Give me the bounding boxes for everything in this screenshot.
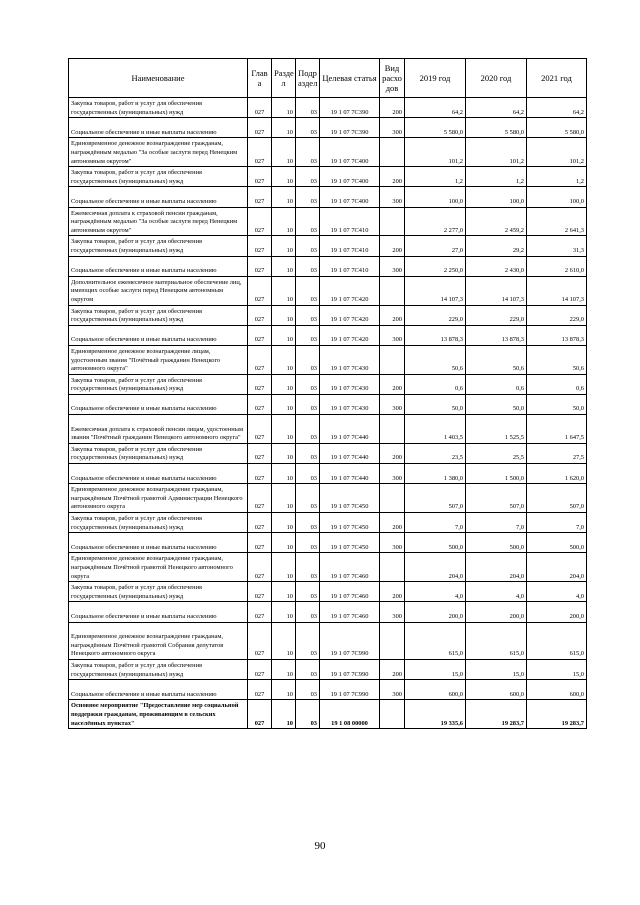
row-expense-type: 300	[380, 464, 405, 484]
row-value-2020: 7,0	[466, 513, 527, 533]
row-value-2021: 19 283,7	[527, 700, 587, 729]
row-value-2021: 13 878,3	[527, 325, 587, 345]
row-value-2019: 14 107,3	[405, 276, 466, 305]
row-section: 10	[272, 582, 296, 602]
row-value-2019: 1,2	[405, 167, 466, 187]
row-name: Дополнительное ежемесячное материальное обеспечение лиц, имеющих особые заслуги перед Ненецким автономным округом	[69, 276, 248, 305]
table-row	[69, 305, 587, 325]
row-section: 10	[272, 276, 296, 305]
row-chapter: 027	[248, 582, 272, 602]
row-chapter: 027	[248, 700, 272, 729]
row-subsection: 03	[296, 394, 320, 414]
row-subsection: 03	[296, 464, 320, 484]
row-value-2019: 23,5	[405, 443, 466, 463]
row-value-2021: 100,0	[527, 187, 587, 207]
row-target-article: 19 1 07 7С990	[320, 680, 380, 700]
row-section: 10	[272, 394, 296, 414]
header-2021: 2021 год	[527, 59, 587, 98]
row-value-2021: 200,0	[527, 602, 587, 622]
row-value-2019: 7,0	[405, 513, 466, 533]
row-name: Социальное обеспечение и иные выплаты населению	[69, 464, 248, 484]
row-subsection: 03	[296, 443, 320, 463]
row-value-2020: 15,0	[466, 659, 527, 679]
row-target-article: 19 1 08 00000	[320, 700, 380, 729]
row-value-2020: 2 430,0	[466, 256, 527, 276]
row-value-2021: 31,3	[527, 236, 587, 256]
table-body	[69, 98, 587, 729]
row-expense-type	[380, 276, 405, 305]
row-expense-type: 300	[380, 394, 405, 414]
row-section: 10	[272, 98, 296, 118]
row-subsection: 03	[296, 622, 320, 659]
header-section: Разде л	[272, 59, 296, 98]
row-target-article: 19 1 07 7С420	[320, 305, 380, 325]
header-target-article: Целевая статья	[320, 59, 380, 98]
budget-table	[68, 58, 587, 729]
row-section: 10	[272, 533, 296, 553]
row-chapter: 027	[248, 394, 272, 414]
row-subsection: 03	[296, 374, 320, 394]
row-name: Закупка товаров, работ и услуг для обеспечения государственных (муниципальных) нужд	[69, 98, 248, 118]
row-name: Социальное обеспечение и иные выплаты населению	[69, 325, 248, 345]
row-value-2021: 615,0	[527, 622, 587, 659]
row-subsection: 03	[296, 533, 320, 553]
row-expense-type: 200	[380, 305, 405, 325]
row-chapter: 027	[248, 167, 272, 187]
row-chapter: 027	[248, 207, 272, 236]
row-name: Закупка товаров, работ и услуг для обеспечения государственных (муниципальных) нужд	[69, 167, 248, 187]
row-expense-type: 200	[380, 582, 405, 602]
row-expense-type: 200	[380, 659, 405, 679]
row-subsection: 03	[296, 659, 320, 679]
row-chapter: 027	[248, 513, 272, 533]
row-name: Социальное обеспечение и иные выплаты населению	[69, 533, 248, 553]
table-row	[69, 207, 587, 236]
row-section: 10	[272, 207, 296, 236]
table-row	[69, 415, 587, 444]
row-name: Социальное обеспечение и иные выплаты населению	[69, 256, 248, 276]
row-section: 10	[272, 622, 296, 659]
row-chapter: 027	[248, 187, 272, 207]
row-value-2019: 64,2	[405, 98, 466, 118]
row-expense-type	[380, 415, 405, 444]
table-row	[69, 118, 587, 138]
row-value-2020: 19 283,7	[466, 700, 527, 729]
row-value-2021: 1 647,5	[527, 415, 587, 444]
row-value-2019: 19 335,6	[405, 700, 466, 729]
row-section: 10	[272, 236, 296, 256]
row-target-article: 19 1 07 7С400	[320, 167, 380, 187]
row-value-2021: 27,5	[527, 443, 587, 463]
row-expense-type: 200	[380, 443, 405, 463]
row-value-2019: 50,6	[405, 345, 466, 374]
header-chapter: Глав а	[248, 59, 272, 98]
row-name: Закупка товаров, работ и услуг для обеспечения государственных (муниципальных) нужд	[69, 659, 248, 679]
row-value-2020: 600,0	[466, 680, 527, 700]
row-target-article: 19 1 07 7С410	[320, 207, 380, 236]
row-value-2019: 615,0	[405, 622, 466, 659]
row-subsection: 03	[296, 602, 320, 622]
row-section: 10	[272, 464, 296, 484]
row-subsection: 03	[296, 582, 320, 602]
row-chapter: 027	[248, 659, 272, 679]
table-row	[69, 680, 587, 700]
header-2020: 2020 год	[466, 59, 527, 98]
row-value-2021: 14 107,3	[527, 276, 587, 305]
row-chapter: 027	[248, 602, 272, 622]
row-target-article: 19 1 07 7С390	[320, 98, 380, 118]
row-target-article: 19 1 07 7С420	[320, 325, 380, 345]
row-chapter: 027	[248, 325, 272, 345]
row-subsection: 03	[296, 325, 320, 345]
row-chapter: 027	[248, 415, 272, 444]
row-target-article: 19 1 07 7С450	[320, 484, 380, 513]
header-name: Наименование	[69, 59, 248, 98]
row-subsection: 03	[296, 305, 320, 325]
row-expense-type	[380, 345, 405, 374]
row-value-2020: 507,0	[466, 484, 527, 513]
row-section: 10	[272, 305, 296, 325]
row-value-2019: 507,0	[405, 484, 466, 513]
row-chapter: 027	[248, 533, 272, 553]
row-value-2021: 229,0	[527, 305, 587, 325]
row-subsection: 03	[296, 700, 320, 729]
row-value-2021: 64,2	[527, 98, 587, 118]
row-name: Закупка товаров, работ и услуг для обеспечения государственных (муниципальных) нужд	[69, 305, 248, 325]
table-header-row	[69, 59, 587, 98]
row-value-2019: 0,6	[405, 374, 466, 394]
row-value-2020: 13 878,3	[466, 325, 527, 345]
row-value-2020: 50,6	[466, 345, 527, 374]
row-value-2020: 229,0	[466, 305, 527, 325]
table-row	[69, 484, 587, 513]
row-value-2019: 500,0	[405, 533, 466, 553]
row-expense-type: 200	[380, 98, 405, 118]
row-expense-type: 300	[380, 325, 405, 345]
table-row	[69, 582, 587, 602]
row-chapter: 027	[248, 256, 272, 276]
row-subsection: 03	[296, 138, 320, 167]
row-value-2019: 101,2	[405, 138, 466, 167]
row-chapter: 027	[248, 345, 272, 374]
row-expense-type: 200	[380, 167, 405, 187]
table-row	[69, 345, 587, 374]
row-target-article: 19 1 07 7С400	[320, 187, 380, 207]
row-value-2021: 1 620,0	[527, 464, 587, 484]
row-section: 10	[272, 325, 296, 345]
row-expense-type: 300	[380, 533, 405, 553]
row-name: Ежемесячная доплата к страховой пенсии гражданам, награждённым медалью "За особые заслуги перед Ненецким автономным округом"	[69, 207, 248, 236]
row-name: Единовременное денежное вознаграждение гражданам, награждённым Почётной грамотой Администрации Ненецкого автономного округа	[69, 484, 248, 513]
row-section: 10	[272, 484, 296, 513]
row-expense-type: 300	[380, 680, 405, 700]
row-expense-type	[380, 700, 405, 729]
row-value-2021: 2 610,0	[527, 256, 587, 276]
row-value-2020: 29,2	[466, 236, 527, 256]
table-row	[69, 533, 587, 553]
row-value-2021: 7,0	[527, 513, 587, 533]
row-chapter: 027	[248, 118, 272, 138]
row-subsection: 03	[296, 256, 320, 276]
row-value-2021: 101,2	[527, 138, 587, 167]
row-chapter: 027	[248, 374, 272, 394]
row-value-2019: 200,0	[405, 602, 466, 622]
row-chapter: 027	[248, 276, 272, 305]
row-section: 10	[272, 256, 296, 276]
row-value-2019: 4,0	[405, 582, 466, 602]
header-2019: 2019 год	[405, 59, 466, 98]
row-subsection: 03	[296, 187, 320, 207]
row-value-2020: 50,0	[466, 394, 527, 414]
table-row	[69, 167, 587, 187]
row-value-2019: 50,0	[405, 394, 466, 414]
row-value-2020: 101,2	[466, 138, 527, 167]
row-expense-type: 300	[380, 256, 405, 276]
budget-table-container	[68, 58, 586, 729]
row-value-2021: 4,0	[527, 582, 587, 602]
row-value-2019: 100,0	[405, 187, 466, 207]
row-value-2019: 229,0	[405, 305, 466, 325]
row-section: 10	[272, 700, 296, 729]
row-value-2019: 27,0	[405, 236, 466, 256]
row-value-2021: 1,2	[527, 167, 587, 187]
row-subsection: 03	[296, 553, 320, 582]
row-section: 10	[272, 513, 296, 533]
row-value-2020: 25,5	[466, 443, 527, 463]
row-target-article: 19 1 07 7С430	[320, 374, 380, 394]
row-section: 10	[272, 415, 296, 444]
row-expense-type	[380, 138, 405, 167]
row-value-2019: 204,0	[405, 553, 466, 582]
row-expense-type: 300	[380, 118, 405, 138]
table-row	[69, 98, 587, 118]
row-target-article: 19 1 07 7С440	[320, 443, 380, 463]
row-value-2020: 14 107,3	[466, 276, 527, 305]
row-expense-type: 200	[380, 236, 405, 256]
row-target-article: 19 1 07 7С460	[320, 582, 380, 602]
row-section: 10	[272, 345, 296, 374]
row-value-2020: 200,0	[466, 602, 527, 622]
row-name: Закупка товаров, работ и услуг для обеспечения государственных (муниципальных) нужд	[69, 582, 248, 602]
row-name: Единовременное денежное вознаграждение гражданам, награждённым Почётной грамотой Ненецкого автономного округа	[69, 553, 248, 582]
row-expense-type	[380, 553, 405, 582]
row-name: Закупка товаров, работ и услуг для обеспечения государственных (муниципальных) нужд	[69, 236, 248, 256]
row-name: Основное мероприятие "Предоставление мер социальной поддержки гражданам, проживающим в сельских населённых пунктах"	[69, 700, 248, 729]
row-value-2021: 507,0	[527, 484, 587, 513]
row-value-2019: 1 403,5	[405, 415, 466, 444]
row-target-article: 19 1 07 7С410	[320, 256, 380, 276]
row-subsection: 03	[296, 484, 320, 513]
table-row	[69, 553, 587, 582]
row-section: 10	[272, 187, 296, 207]
row-target-article: 19 1 07 7С990	[320, 622, 380, 659]
table-row	[69, 622, 587, 659]
row-chapter: 027	[248, 443, 272, 463]
row-value-2020: 1,2	[466, 167, 527, 187]
row-value-2019: 600,0	[405, 680, 466, 700]
row-value-2019: 2 250,0	[405, 256, 466, 276]
table-row	[69, 325, 587, 345]
row-target-article: 19 1 07 7С410	[320, 236, 380, 256]
row-target-article: 19 1 07 7С390	[320, 118, 380, 138]
row-expense-type	[380, 207, 405, 236]
row-chapter: 027	[248, 138, 272, 167]
row-value-2019: 5 580,0	[405, 118, 466, 138]
row-target-article: 19 1 07 7С430	[320, 345, 380, 374]
row-name: Ежемесячная доплата к страховой пенсии лицам, удостоенным звания "Почётный гражданин Ненецкого автономного округа"	[69, 415, 248, 444]
table-row	[69, 236, 587, 256]
row-value-2021: 500,0	[527, 533, 587, 553]
row-expense-type	[380, 622, 405, 659]
row-value-2021: 5 580,0	[527, 118, 587, 138]
header-expense-type: Вид расхо дов	[380, 59, 405, 98]
row-subsection: 03	[296, 207, 320, 236]
row-subsection: 03	[296, 167, 320, 187]
row-section: 10	[272, 553, 296, 582]
row-value-2020: 1 525,5	[466, 415, 527, 444]
row-name: Закупка товаров, работ и услуг для обеспечения государственных (муниципальных) нужд	[69, 443, 248, 463]
row-value-2021: 50,6	[527, 345, 587, 374]
row-subsection: 03	[296, 415, 320, 444]
row-value-2019: 2 277,0	[405, 207, 466, 236]
row-target-article: 19 1 07 7С440	[320, 464, 380, 484]
row-chapter: 027	[248, 484, 272, 513]
row-value-2020: 204,0	[466, 553, 527, 582]
row-section: 10	[272, 138, 296, 167]
row-expense-type: 200	[380, 374, 405, 394]
row-subsection: 03	[296, 276, 320, 305]
row-name: Социальное обеспечение и иные выплаты населению	[69, 118, 248, 138]
row-subsection: 03	[296, 680, 320, 700]
row-section: 10	[272, 443, 296, 463]
row-target-article: 19 1 07 7С990	[320, 659, 380, 679]
row-target-article: 19 1 07 7С440	[320, 415, 380, 444]
row-value-2020: 0,6	[466, 374, 527, 394]
row-target-article: 19 1 07 7С450	[320, 513, 380, 533]
row-expense-type: 300	[380, 602, 405, 622]
row-value-2020: 2 459,2	[466, 207, 527, 236]
row-section: 10	[272, 374, 296, 394]
row-chapter: 027	[248, 553, 272, 582]
row-name: Единовременное денежное вознаграждение лицам, удостоенным звания "Почётный гражданин Ненецкого автономного округа"	[69, 345, 248, 374]
row-target-article: 19 1 07 7С400	[320, 138, 380, 167]
row-target-article: 19 1 07 7С420	[320, 276, 380, 305]
row-chapter: 027	[248, 305, 272, 325]
table-row	[69, 464, 587, 484]
row-section: 10	[272, 167, 296, 187]
row-value-2020: 615,0	[466, 622, 527, 659]
row-section: 10	[272, 680, 296, 700]
row-target-article: 19 1 07 7С430	[320, 394, 380, 414]
row-chapter: 027	[248, 680, 272, 700]
row-target-article: 19 1 07 7С450	[320, 533, 380, 553]
header-subsection: Подр аздел	[296, 59, 320, 98]
row-name: Единовременное денежное вознаграждение гражданам, награждённым Почётной грамотой Собрания депутатов Ненецкого автономного округа	[69, 622, 248, 659]
row-subsection: 03	[296, 345, 320, 374]
row-name: Закупка товаров, работ и услуг для обеспечения государственных (муниципальных) нужд	[69, 513, 248, 533]
row-value-2021: 600,0	[527, 680, 587, 700]
row-value-2020: 64,2	[466, 98, 527, 118]
table-row	[69, 602, 587, 622]
row-section: 10	[272, 602, 296, 622]
row-name: Социальное обеспечение и иные выплаты населению	[69, 680, 248, 700]
table-row	[69, 659, 587, 679]
row-value-2021: 15,0	[527, 659, 587, 679]
row-value-2021: 0,6	[527, 374, 587, 394]
row-name: Социальное обеспечение и иные выплаты населению	[69, 602, 248, 622]
table-row	[69, 513, 587, 533]
row-chapter: 027	[248, 464, 272, 484]
row-subsection: 03	[296, 118, 320, 138]
row-value-2019: 1 380,0	[405, 464, 466, 484]
row-expense-type	[380, 484, 405, 513]
table-row	[69, 276, 587, 305]
table-row	[69, 443, 587, 463]
row-name: Социальное обеспечение и иные выплаты населению	[69, 394, 248, 414]
row-value-2021: 204,0	[527, 553, 587, 582]
row-section: 10	[272, 118, 296, 138]
table-row	[69, 187, 587, 207]
table-row	[69, 700, 587, 729]
row-section: 10	[272, 659, 296, 679]
page-number: 90	[314, 840, 326, 852]
row-value-2019: 15,0	[405, 659, 466, 679]
row-value-2020: 500,0	[466, 533, 527, 553]
row-name: Закупка товаров, работ и услуг для обеспечения государственных (муниципальных) нужд	[69, 374, 248, 394]
row-chapter: 027	[248, 236, 272, 256]
row-value-2020: 1 500,0	[466, 464, 527, 484]
row-value-2020: 5 580,0	[466, 118, 527, 138]
row-expense-type: 300	[380, 187, 405, 207]
row-expense-type: 200	[380, 513, 405, 533]
row-target-article: 19 1 07 7С460	[320, 553, 380, 582]
row-value-2021: 50,0	[527, 394, 587, 414]
table-row	[69, 256, 587, 276]
table-row	[69, 394, 587, 414]
row-value-2020: 4,0	[466, 582, 527, 602]
row-target-article: 19 1 07 7С460	[320, 602, 380, 622]
row-chapter: 027	[248, 98, 272, 118]
table-row	[69, 138, 587, 167]
row-value-2019: 13 878,3	[405, 325, 466, 345]
row-name: Единовременное денежное вознаграждение гражданам, награждённым медалью "За особые заслуги перед Ненецким автономным округом"	[69, 138, 248, 167]
table-row	[69, 374, 587, 394]
row-chapter: 027	[248, 622, 272, 659]
row-value-2020: 100,0	[466, 187, 527, 207]
row-subsection: 03	[296, 513, 320, 533]
row-name: Социальное обеспечение и иные выплаты населению	[69, 187, 248, 207]
row-subsection: 03	[296, 98, 320, 118]
row-value-2021: 2 641,3	[527, 207, 587, 236]
row-subsection: 03	[296, 236, 320, 256]
